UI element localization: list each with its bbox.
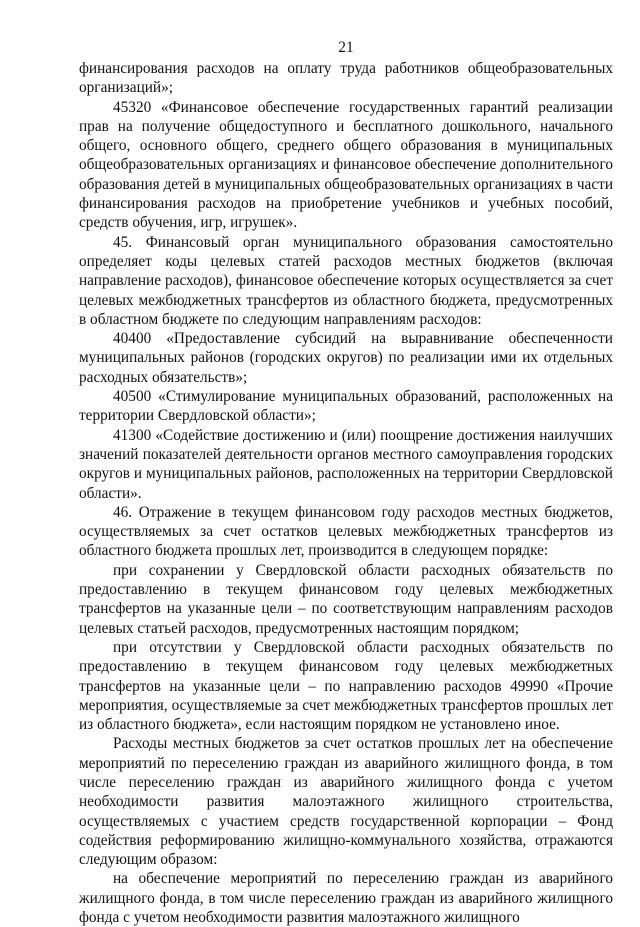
- paragraph: при отсутствии у Свердловской области расходных обязательств по предоставлению в текущем финансовом году целевых межбюджетных трансфертов на указанные цели – по направлению расходов 49990 «Прочие мероприятия, осуществляемые за счет межбюджетных трансфертов прошлых лет из областного бюджета», если настоящим порядком не установлено иное.: [79, 638, 613, 734]
- paragraph: 40500 «Стимулирование муниципальных образований, расположенных на территории Свердловской области»;: [79, 388, 613, 425]
- paragraph: на обеспечение мероприятий по переселению граждан из аварийного жилищного фонда, в том числе переселению граждан из аварийного жилищного фонда с учетом необходимости развития малоэтажного жилищного: [79, 870, 613, 927]
- paragraph: Расходы местных бюджетов за счет остатков прошлых лет на обеспечение мероприятий по переселению граждан из аварийного жилищного фонда, в том числе переселению граждан из аварийного жилищного фонда с учетом необходимости развития малоэтажного жилищного строительства, осуществляемых с участием средств государственной корпорации – Фонд содействия реформированию жилищно-коммунального хозяйства, отражаются следующим образом:: [79, 735, 613, 869]
- page-number: 21: [338, 39, 354, 56]
- paragraph: 46. Отражение в текущем финансовом году расходов местных бюджетов, осуществляемых за счет остатков целевых межбюджетных трансфертов из областного бюджета прошлых лет, производится в следующем порядке:: [79, 503, 613, 560]
- paragraph: при сохранении у Свердловской области расходных обязательств по предоставлению в текущем финансовом году целевых межбюджетных трансфертов на указанные цели – по соответствующим направлениям расходов целевых статьей расходов, предусмотренных настоящим порядком;: [79, 561, 613, 637]
- paragraph: 40400 «Предоставление субсидий на выравнивание обеспеченности муниципальных районов (городских округов) по реализации ими их отдельных расходных обязательств»;: [79, 330, 613, 386]
- paragraph: 45. Финансовый орган муниципального образования самостоятельно определяет коды целевых статей расходов местных бюджетов (включая направление расходов), финансовое обеспечение которых осуществляется за счет целевых межбюджетных трансфертов из областного бюджета, предусмотренных в областном бюджете по следующим направлениям расходов:: [79, 233, 613, 328]
- document-body: [79, 59, 613, 927]
- paragraph: 41300 «Содействие достижению и (или) поощрение достижения наилучших значений показателей деятельности органов местного самоуправления городских округов и муниципальных районов, расположенных на территории Свердловской области».: [79, 426, 613, 502]
- document-page: [79, 38, 613, 927]
- paragraph: 45320 «Финансовое обеспечение государственных гарантий реализации прав на получение общедоступного и бесплатного дошкольного, начального общего, основного общего, среднего общего образования в муниципальных общеобразовательных организациях и финансовое обеспечение дополнительного образования детей в муниципальных общеобразовательных организациях в части финансирования расходов на приобретение учебников и учебных пособий, средств обучения, игр, игрушек».: [79, 98, 613, 232]
- paragraph: финансирования расходов на оплату труда работников общеобразовательных организаций»;: [79, 60, 613, 97]
